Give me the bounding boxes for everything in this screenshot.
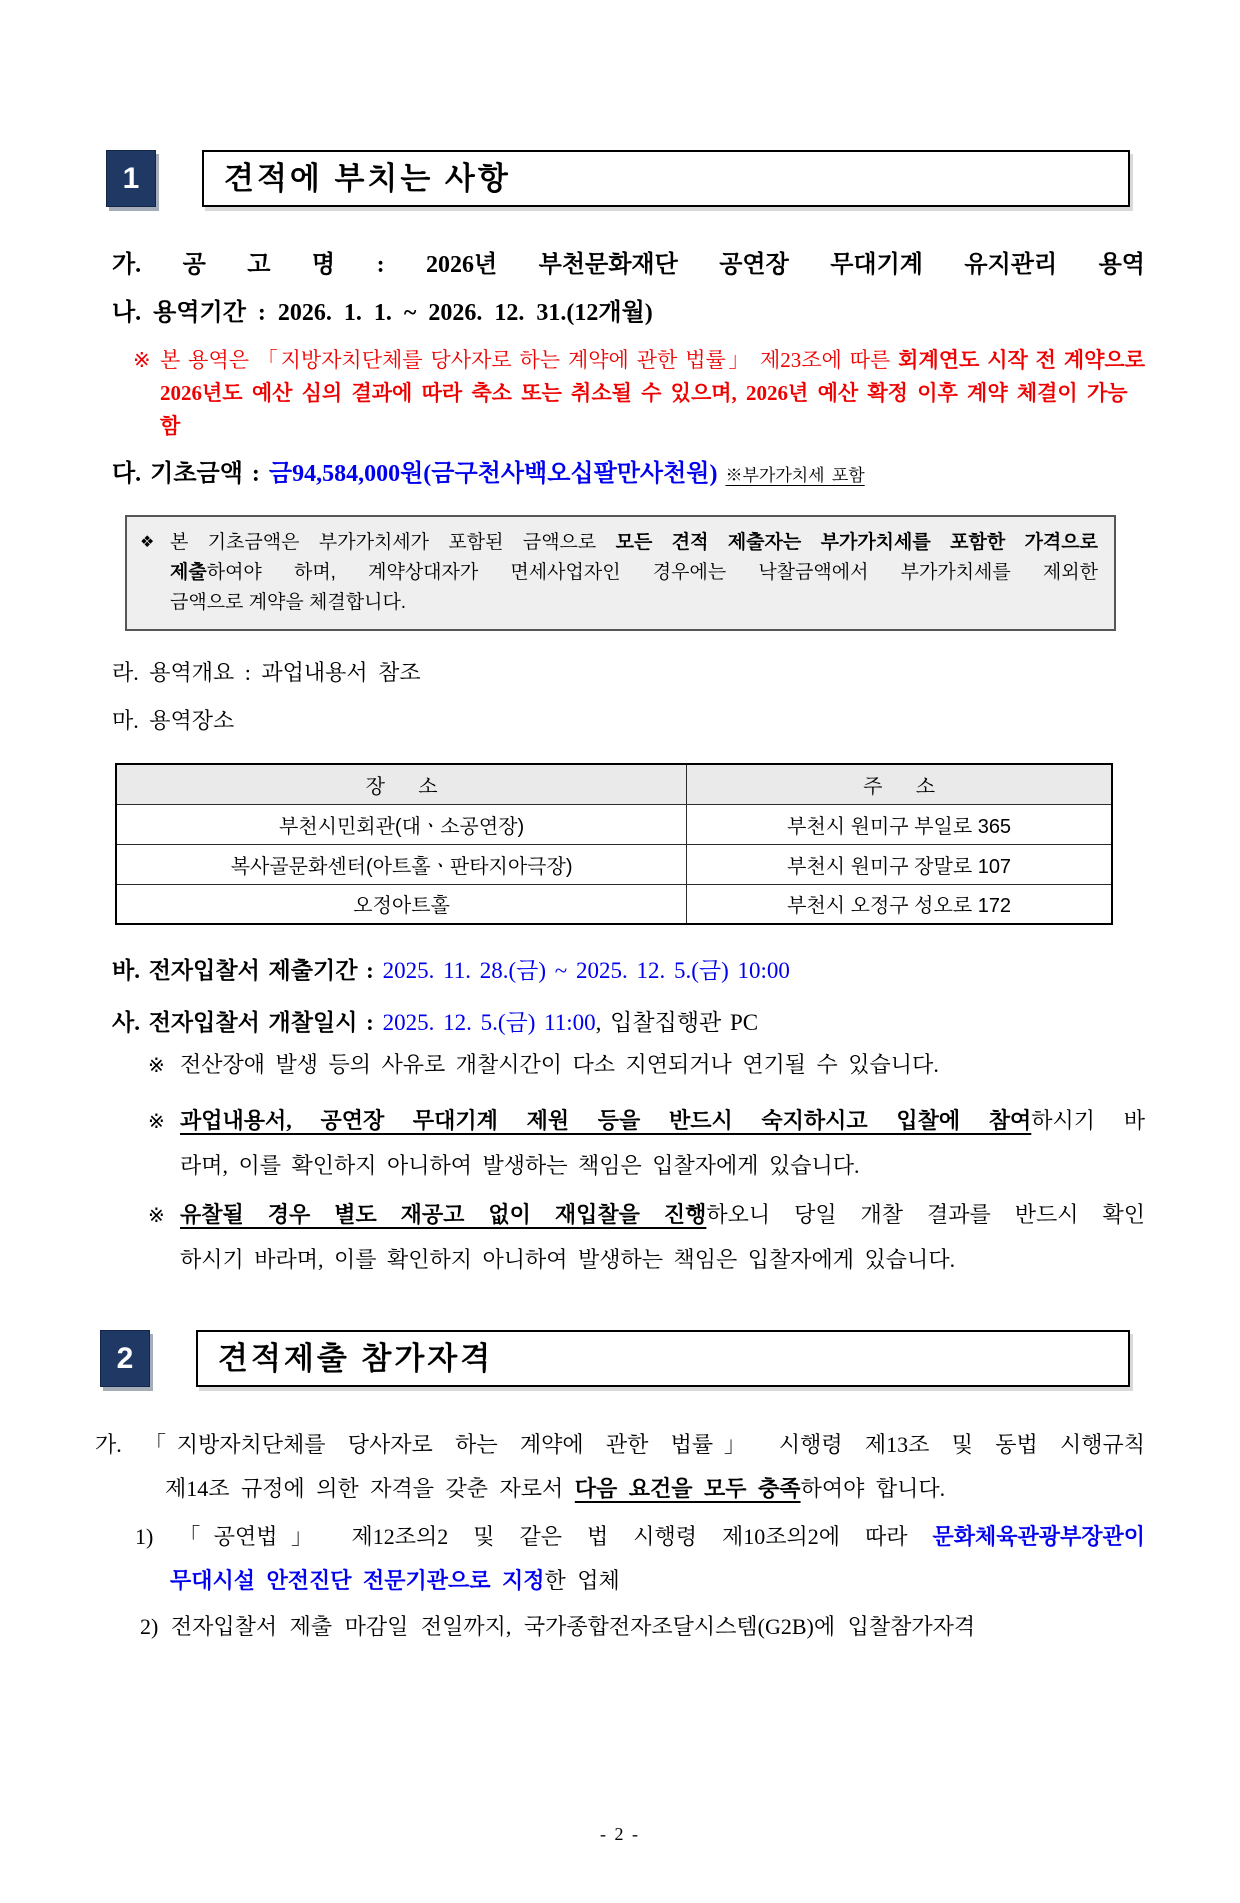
delay-notice-text: 전산장애 발생 등의 사유로 개찰시간이 다소 지연되거나 연기될 수 있습니다.: [180, 1052, 939, 1077]
eligibility-line2: [165, 1467, 1145, 1511]
venue-col-header-address: 주 소: [687, 764, 1112, 804]
rebid-notice-emph: 유찰될 경우 별도 재공고 없이 재입찰을 진행: [180, 1202, 707, 1227]
eligibility-l2-pre: 제14조 규정에 의한 자격을 갖춘 자로서: [165, 1476, 575, 1501]
budget-warning-line1: [133, 344, 1145, 377]
venue-name: 부천시민회관(대ㆍ소공연장): [116, 804, 687, 844]
bid-submission-dates: 2025. 11. 28.(금) ~ 2025. 12. 5.(금) 10:00: [382, 958, 790, 983]
item-na-service-period: 나. 용역기간 : 2026. 1. 1. ~ 2026. 12. 31.(12개월): [112, 300, 653, 326]
vat-notice-l1-normal: 본 기초금액은 부가가치세가 포함된 금액으로: [170, 532, 616, 553]
requirement1-blue-line2: 무대시설 안전진단 전문기관으로 지정: [170, 1568, 545, 1593]
bid-submission-label: 바. 전자입찰서 제출기간 :: [112, 958, 383, 983]
requirement-item2: 2) 전자입찰서 제출 마감일 전일까지, 국가종합전자조달시스템(G2B)에 입찰참가자격: [140, 1614, 976, 1639]
vat-notice-l2-normal: 하여야 하며, 계약상대자가 면세사업자인 경우에는 낙찰금액에서 부가가치세를 제외한: [206, 562, 1098, 583]
venue-table: [115, 763, 1113, 925]
venue-name: 오정아트홀: [116, 884, 687, 924]
requirement-item1-line1: [135, 1515, 1145, 1559]
eligibility-l2-post: 하여야 합니다.: [800, 1476, 946, 1501]
eligibility-paragraph: [95, 1423, 1145, 1511]
requirement1-blue-line1: 문화체육관광부장관이: [932, 1524, 1145, 1549]
bid-opening-location: , 입찰집행관 PC: [595, 1010, 759, 1035]
eligibility-line1: 가. 「지방자치단체를 당사자로 하는 계약에 관한 법률」 시행령 제13조 및 동법 시행규칙: [95, 1432, 1145, 1457]
item-ba-bid-submission-period: [112, 954, 1145, 988]
item-ma-service-location: 마. 용역장소: [112, 708, 235, 733]
vat-included-note: ※부가가치세 포함: [725, 466, 865, 485]
requirement-item1-line2: [170, 1559, 1145, 1603]
venue-table-header-row: [116, 764, 1112, 804]
specification-notice-rest: 하시기 바: [1031, 1108, 1145, 1133]
specification-notice-line1: [148, 1099, 1145, 1144]
document-page: [0, 150, 1240, 1903]
delay-notice: [148, 1048, 1145, 1083]
table-row: [116, 884, 1112, 924]
requirement1-pre: 1) 「공연법」 제12조의2 및 같은 법 시행령 제10조의2에 따라: [135, 1524, 933, 1549]
budget-warning-note: [133, 344, 1145, 443]
reference-mark: ※: [133, 348, 151, 372]
base-amount-label: 다. 기초금액 :: [112, 461, 269, 487]
section2-number-badge: 2: [100, 1330, 150, 1387]
venue-address: 부천시 원미구 부일로 365: [687, 804, 1112, 844]
item-ga-announcement-name: 가. 공 고 명 : 2026년 부천문화재단 공연장 무대기계 유지관리 용역: [112, 252, 1145, 278]
item-da-base-amount: [112, 457, 1145, 493]
venue-name: 복사골문화센터(아트홀ㆍ판타지아극장): [116, 844, 687, 884]
bid-opening-date: 2025. 12. 5.(금) 11:00: [382, 1010, 596, 1035]
eligibility-requirements-emph: 다음 요건을 모두 충족: [574, 1476, 801, 1501]
section1-title: 견적에 부치는 사항: [202, 150, 1130, 207]
diamond-bullet-icon: ❖: [140, 534, 155, 551]
bid-opening-label: 사. 전자입찰서 개찰일시 :: [112, 1010, 383, 1035]
specification-notice-line2: 라며, 이를 확인하지 아니하여 발생하는 책임은 입찰자에게 있습니다.: [180, 1153, 860, 1178]
rebid-notice: [148, 1193, 1145, 1281]
vat-notice-box: [125, 515, 1116, 631]
venue-address: 부천시 원미구 장말로 107: [687, 844, 1112, 884]
rebid-notice-line1: [148, 1193, 1145, 1238]
table-row: [116, 844, 1112, 884]
vat-notice-l2-bold: 제출: [170, 562, 207, 583]
requirement1-post: 한 업체: [544, 1568, 620, 1593]
vat-notice-line2: [170, 558, 1098, 588]
vat-notice-line1: [170, 528, 1098, 558]
specification-notice: [148, 1099, 1145, 1187]
reference-mark: ※: [148, 1055, 165, 1077]
reference-mark: ※: [148, 1111, 165, 1133]
budget-warning-line2: 2026년도 예산 심의 결과에 따라 축소 또는 취소될 수 있으며, 2026년 예산 확정 이후 계약 체결이 가능함: [160, 381, 1128, 438]
section1-header: [106, 150, 1130, 207]
vat-notice-line3: 금액으로 계약을 체결합니다.: [170, 592, 407, 613]
venue-address: 부천시 오정구 성오로 172: [687, 884, 1112, 924]
requirement-item1: [135, 1515, 1145, 1603]
page-number: - 2 -: [600, 1824, 640, 1844]
rebid-notice-line2: 하시기 바라며, 이를 확인하지 아니하여 발생하는 책임은 입찰자에게 있습니다.: [180, 1247, 956, 1272]
venue-col-header-place: 장 소: [116, 764, 687, 804]
table-row: [116, 804, 1112, 844]
item-sa-bid-opening-datetime: [112, 1006, 1145, 1040]
budget-warning-bold: 회계연도 시작 전 계약으로: [898, 348, 1145, 372]
vat-notice-l1-bold: 모든 견적 제출자는 부가가치세를 포함한 가격으로: [615, 532, 1098, 553]
reference-mark: ※: [148, 1205, 165, 1227]
section1-number-badge: 1: [106, 150, 156, 207]
section2-title: 견적제출 참가자격: [196, 1330, 1130, 1387]
base-amount-value: 금94,584,000원(금구천사백오십팔만사천원): [268, 461, 718, 487]
budget-warning-normal: 본 용역은 「지방자치단체를 당사자로 하는 계약에 관한 법률」 제23조에 따른: [160, 348, 899, 372]
rebid-notice-rest: 하오니 당일 개찰 결과를 반드시 확인: [706, 1202, 1145, 1227]
vat-notice-text: [170, 528, 1098, 618]
item-ra-service-overview: 라. 용역개요 : 과업내용서 참조: [112, 660, 421, 685]
specification-notice-emph: 과업내용서, 공연장 무대기계 제원 등을 반드시 숙지하시고 입찰에 참여: [180, 1108, 1032, 1133]
section2-header: [100, 1330, 1130, 1387]
